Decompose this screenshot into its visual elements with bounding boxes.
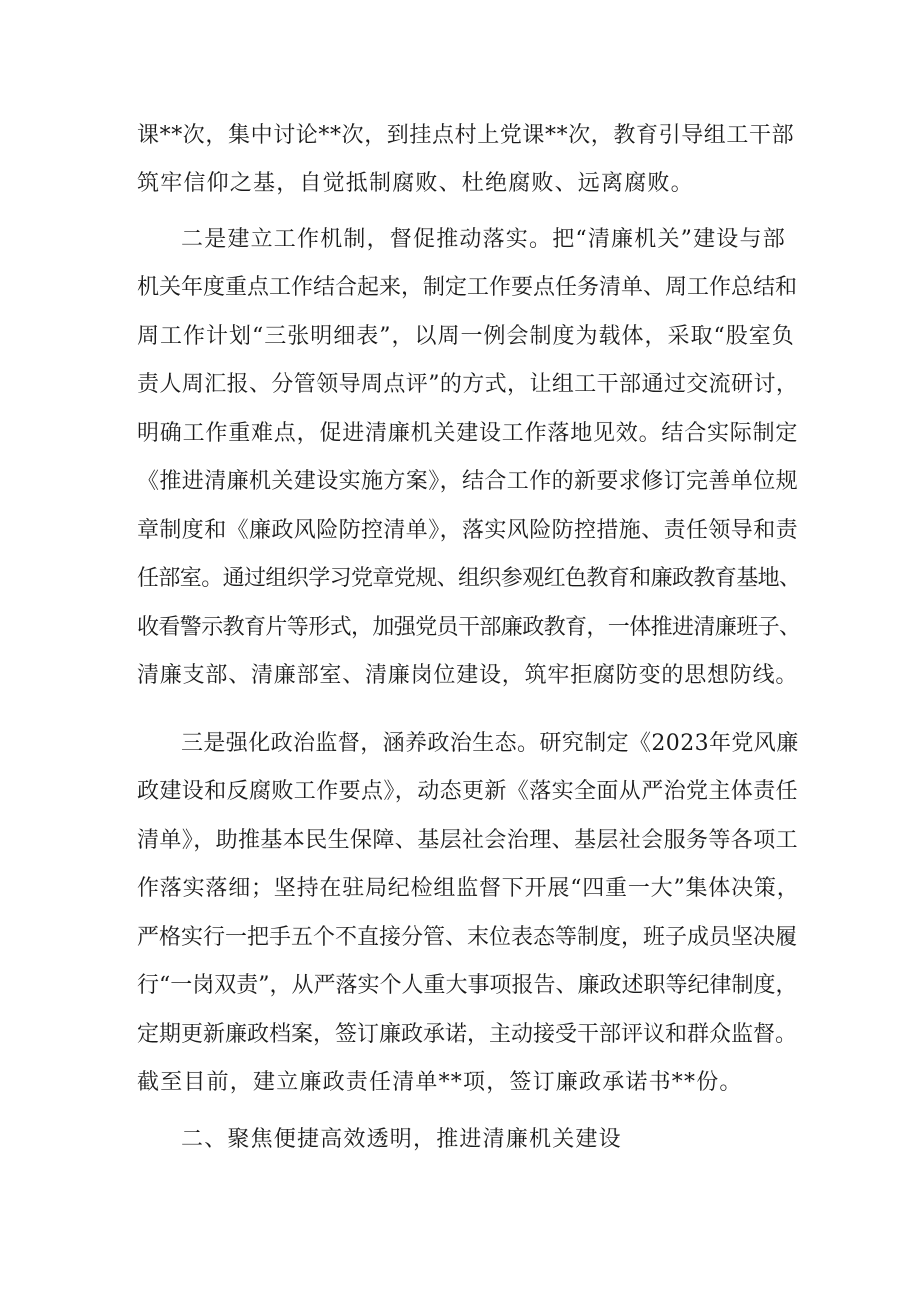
para-1-line-1: 课**次，集中讨论**次，到挂点村上党课**次，教育引导组工干部 xyxy=(137,123,795,148)
para-3-line-8: 截至目前，建立廉政责任清单**项，签订廉政承诺书**份。 xyxy=(137,1070,743,1095)
para-3-line-6: 行“一岗双责”，从严落实个人重大事项报告、廉政述职等纪律制度， xyxy=(137,973,798,998)
para-2-line-8: 任部室。通过组织学习党章党规、组织参观红色教育和廉政教育基地、 xyxy=(137,566,801,591)
para-1-line-2: 筑牢信仰之基，自觉抵制腐败、杜绝腐败、远离腐败。 xyxy=(137,171,694,196)
para-2-line-5: 明确工作重难点，促进清廉机关建设工作落地见效。结合实际制定 xyxy=(137,421,799,446)
para-2-line-10: 清廉支部、清廉部室、清廉岗位建设，筑牢拒腐防变的思想防线。 xyxy=(137,663,799,688)
para-3-line-2: 政建设和反腐败工作要点》，动态更新《落实全面从严治党主体责任 xyxy=(137,779,799,804)
para-2-line-7: 章制度和《廉政风险防控清单》，落实风险防控措施、责任领导和责 xyxy=(137,518,799,543)
para-3-line-7: 定期更新廉政档案，签订廉政承诺，主动接受干部评议和群众监督。 xyxy=(137,1022,798,1047)
para-2-line-4: 责人周汇报、分管领导周点评”的方式，让组工干部通过交流研讨， xyxy=(137,372,799,397)
para-3-line-1: 三是强化政治监督，涵养政治生态。研究制定《2023年党风廉 xyxy=(181,731,799,756)
para-2-line-2: 机关年度重点工作结合起来，制定工作要点任务清单、周工作总结和 xyxy=(137,275,798,300)
para-2-line-9: 收看警示教育片等形式，加强党员干部廉政教育，一体推进清廉班子、 xyxy=(137,615,801,640)
para-2-line-1: 二是建立工作机制，督促推动落实。把“清廉机关”建设与部 xyxy=(181,227,786,252)
para-3-line-4: 作落实落细；坚持在驻局纪检组监督下开展“四重一大”集体决策， xyxy=(137,876,800,901)
para-3-line-5: 严格实行一把手五个不直接分管、末位表态等制度，班子成员坚决履 xyxy=(137,925,798,950)
section-heading: 二、聚焦便捷高效透明，推进清廉机关建设 xyxy=(181,1127,622,1152)
para-2-line-6: 《推进清廉机关建设实施方案》，结合工作的新要求修订完善单位规 xyxy=(137,469,799,494)
para-3-line-3: 清单》，助推基本民生保障、基层社会治理、基层社会服务等各项工 xyxy=(137,828,799,853)
para-2-line-3: 周工作计划“三张明细表”，以周一例会制度为载体，采取“股室负 xyxy=(137,324,795,349)
